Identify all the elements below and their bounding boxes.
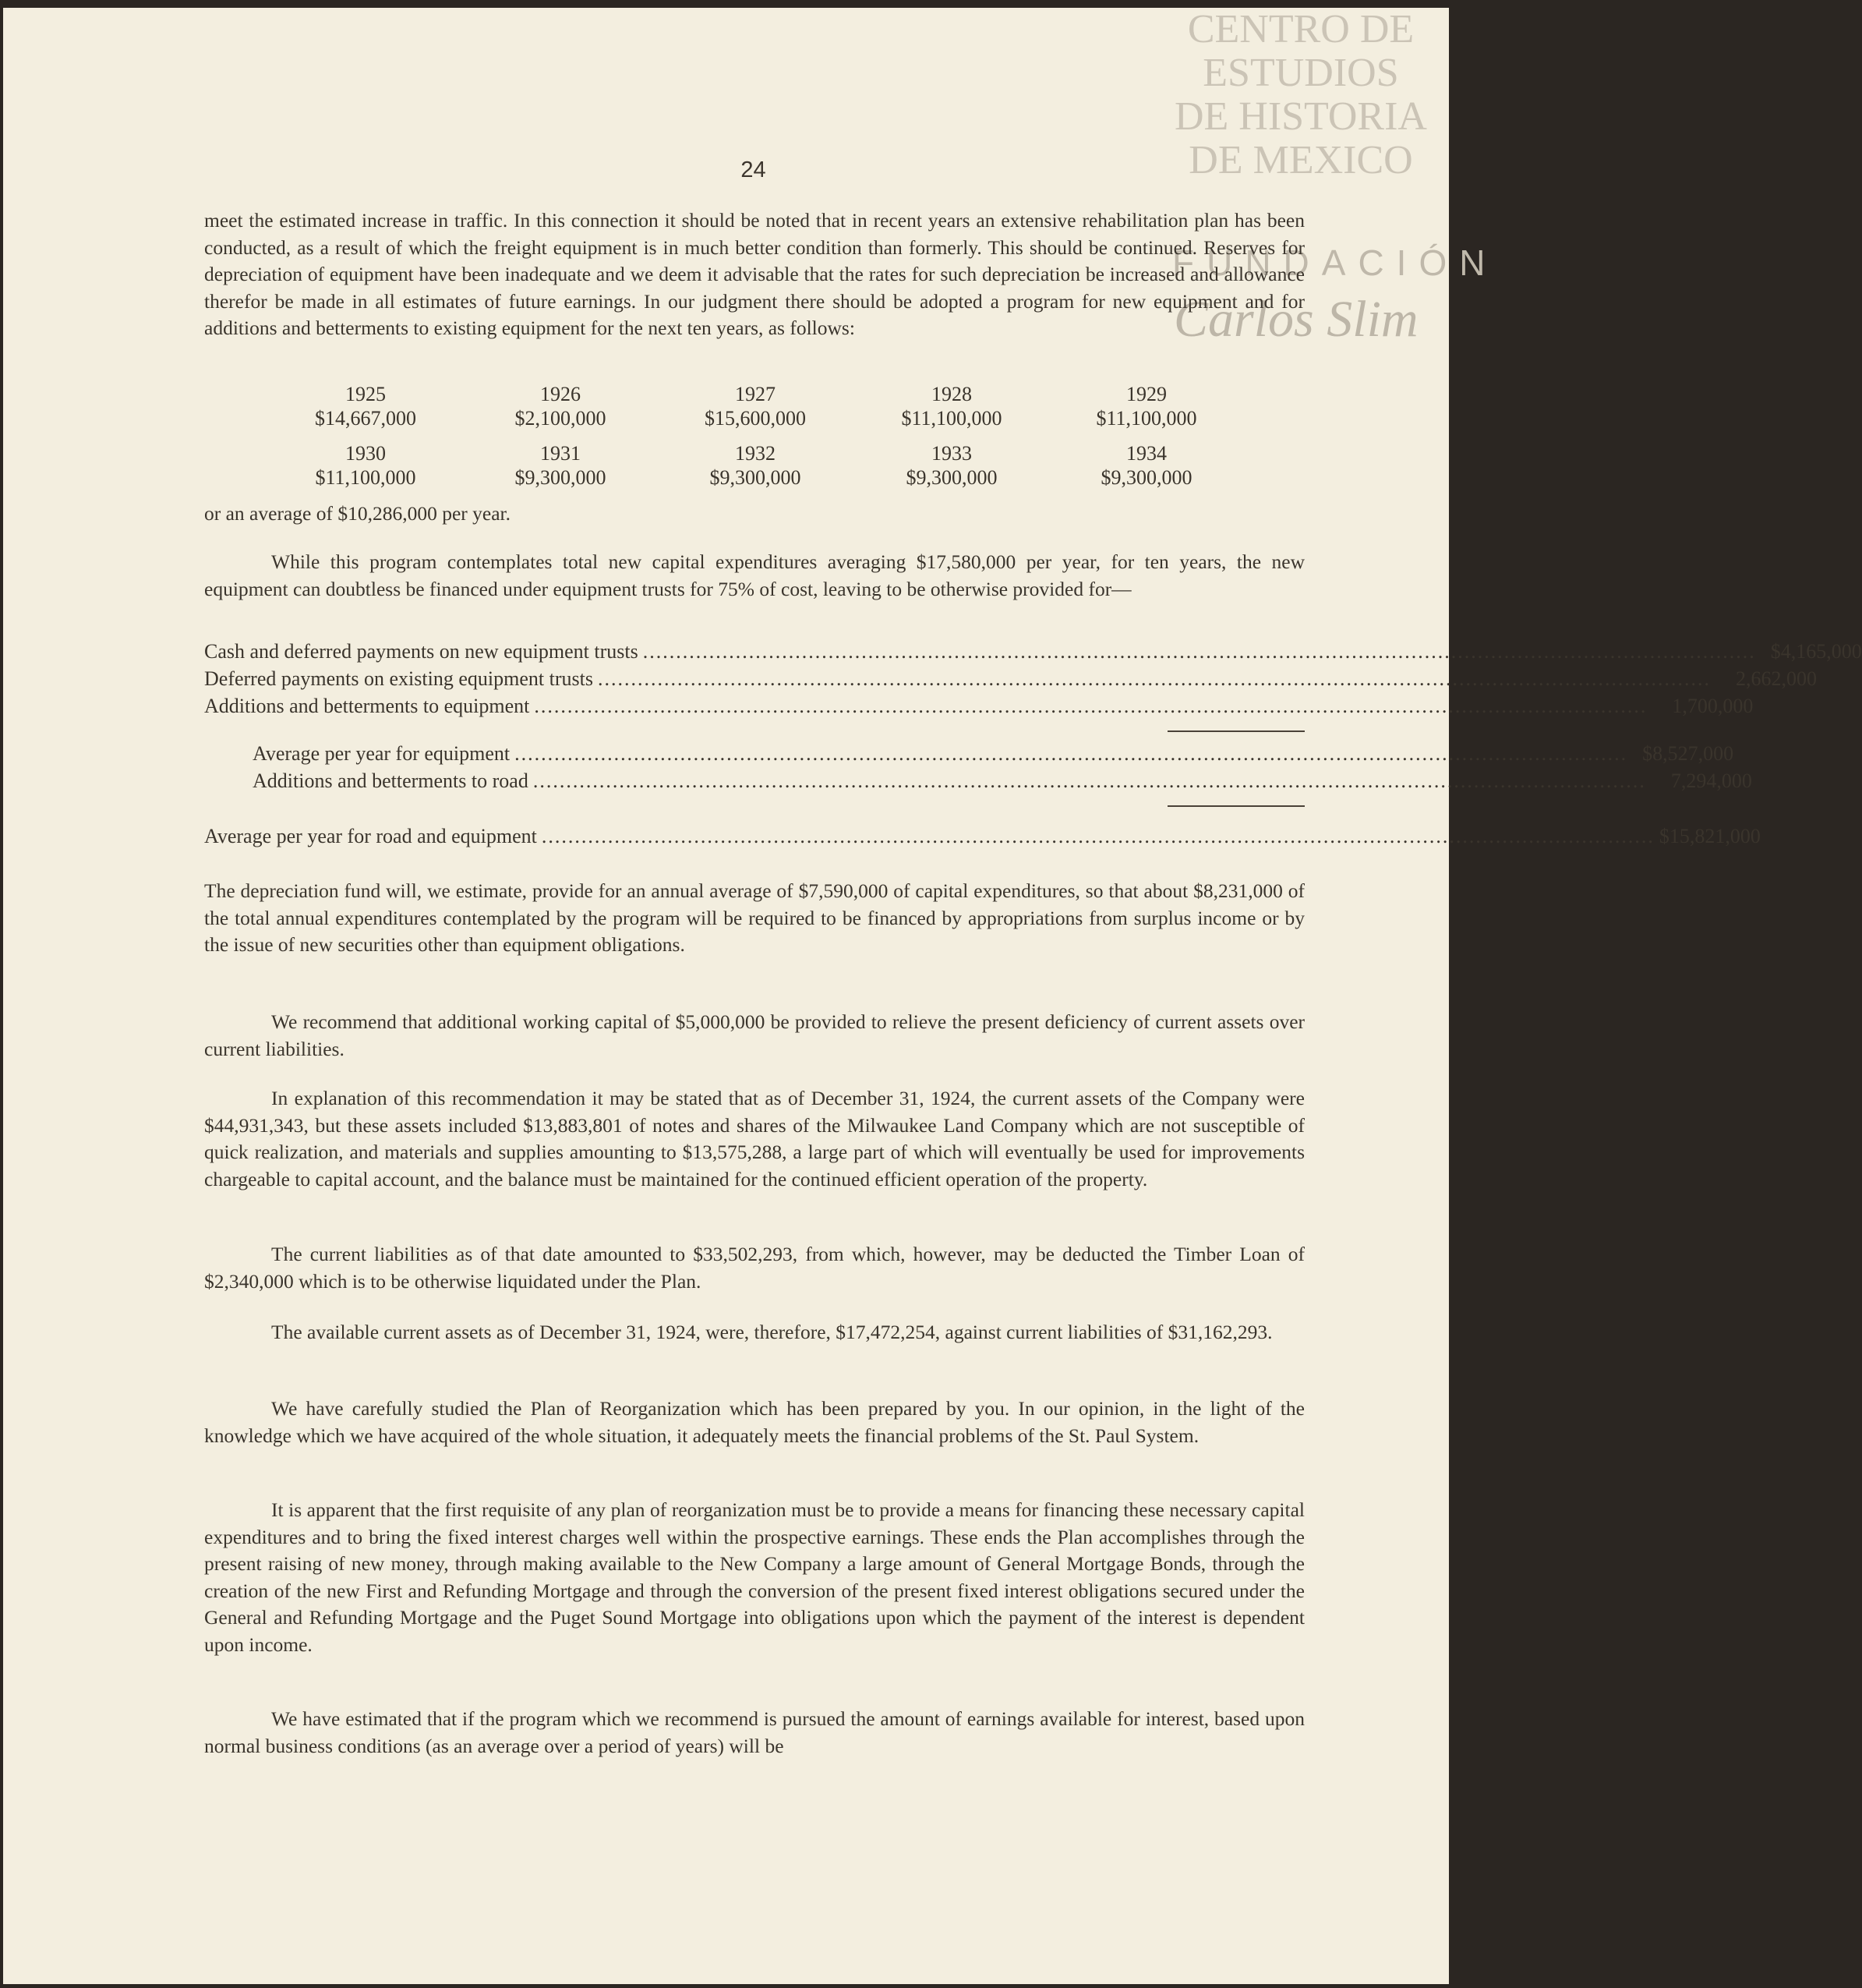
watermark-line: DE MEXICO <box>1189 138 1413 182</box>
ledger-label: Additions and betterments to road <box>253 769 528 792</box>
ledger-label: Additions and betterments to equipment <box>204 695 530 717</box>
sum-rule <box>1168 805 1305 807</box>
year-amount: $9,300,000 <box>709 466 801 489</box>
year-row <box>204 441 1217 501</box>
year-row <box>204 382 1217 441</box>
year-label: 1925 <box>345 383 386 405</box>
ledger-label: Average per year for equipment <box>253 742 511 765</box>
year-label: 1932 <box>735 442 776 465</box>
ledger-label: Cash and deferred payments on new equipment trusts <box>204 640 638 663</box>
expenditure-ledger <box>204 638 1862 850</box>
ledger-amount: 1,700,000 <box>1672 695 1754 717</box>
year-label: 1933 <box>931 442 972 465</box>
paragraph: It is apparent that the first requisite of any plan of reorganization must be to provide a means for financing these necessary capital expenditures and to bring the fixed interest charges well within the prospective earnings. These ends the Plan accomplishes through the present raising of new money, through making available to the New Company a large amount of General Mortgage Bonds, through the creation of the new First and Refunding Mortgage and through the conversion of the present fixed interest obligations secured under the General and Refunding Mortgage and the Puget Sound Mortgage into obligations upon which the payment of the interest is dependent upon income. <box>204 1498 1305 1656</box>
year-label: 1930 <box>345 442 386 465</box>
year-amount: $2,100,000 <box>514 407 606 430</box>
ledger-label: Deferred payments on existing equipment trusts <box>204 667 593 690</box>
paragraph: The depreciation fund will, we estimate, provide for an annual average of $7,590,000 of capital expenditures, so that about $8,231,000 of the total annual expenditures contemplated by the program will be required to be financed by appropriations from surplus income or by the issue of new securities other than equipment obligations. <box>204 879 1305 956</box>
year-amount: $9,300,000 <box>514 466 606 489</box>
year-cell <box>1049 441 1244 490</box>
paragraph: We have carefully studied the Plan of Reorganization which has been prepared by you. In our opinion, in the light of the knowledge which we have acquired of the whole situation, it adequately meets the financial problems of the St. Paul System. <box>204 1397 1305 1447</box>
leader-dots <box>533 767 1646 794</box>
ledger-row <box>204 692 1754 720</box>
year-cell <box>854 441 1049 490</box>
document-page <box>3 7 1862 1984</box>
year-cell <box>1049 382 1244 430</box>
program-year-table <box>204 382 1217 501</box>
year-amount: $14,667,000 <box>315 407 416 430</box>
year-amount: $11,100,000 <box>1096 407 1197 430</box>
leader-dots <box>534 692 1647 720</box>
archive-watermark <box>1175 8 1427 182</box>
year-label: 1928 <box>931 383 972 405</box>
ledger-amount: 7,294,000 <box>1670 769 1752 792</box>
paragraph: In explanation of this recommendation it may be stated that as of December 31, 1924, the current assets of the Company were $44,931,343, but these assets included $13,883,801 of notes and shares of the Milwaukee Land Company which are not susceptible of quick realization, and materials and supplies amounting to $13,575,288, a large part of which will eventually be used for improvements chargeable to capital account, and the balance must be maintained for the continued efficient operation of the property. <box>204 1087 1305 1190</box>
ledger-row <box>204 638 1862 665</box>
leader-dots <box>514 740 1627 767</box>
ledger-subtotal-row <box>204 767 1752 794</box>
year-amount: $11,100,000 <box>315 466 416 489</box>
year-cell <box>658 441 853 490</box>
paragraph: The current liabilities as of that date amounted to $33,502,293, from which, however, may be deducted the Timber Loan of $2,340,000 which is to be otherwise liquidated under the Plan. <box>204 1243 1305 1293</box>
year-label: 1931 <box>540 442 581 465</box>
watermark-line: DE HISTORIA <box>1174 94 1427 139</box>
ledger-row <box>204 665 1817 692</box>
year-cell <box>268 441 463 490</box>
sum-rule <box>1168 730 1305 732</box>
leader-dots <box>542 822 1655 850</box>
page-number: 24 <box>740 157 766 182</box>
year-amount: $9,300,000 <box>1101 466 1192 489</box>
ledger-amount: $4,165,000 <box>1770 640 1862 663</box>
watermark-signature: Carlos Slim <box>1174 291 1419 348</box>
paragraph: or an average of $10,286,000 per year. <box>204 502 511 525</box>
ledger-amount: 2,662,000 <box>1735 667 1817 690</box>
paragraph: The available current assets as of December 31, 1924, were, therefore, $17,472,254, against current liabilities of $31,162,293. <box>271 1321 1273 1343</box>
year-amount: $15,600,000 <box>705 407 806 430</box>
ledger-amount: $8,527,000 <box>1642 742 1734 765</box>
year-label: 1929 <box>1126 383 1167 405</box>
year-cell <box>854 382 1049 430</box>
watermark-fundacion: FUNDACIÓN <box>1172 242 1498 283</box>
leader-dots <box>643 638 1756 665</box>
year-amount: $11,100,000 <box>901 407 1002 430</box>
year-label: 1927 <box>735 383 776 405</box>
year-amount: $9,300,000 <box>906 466 998 489</box>
year-label: 1926 <box>540 383 581 405</box>
year-cell <box>658 382 853 430</box>
ledger-total-row <box>204 822 1761 850</box>
year-cell <box>268 382 463 430</box>
year-label: 1934 <box>1126 442 1167 465</box>
ledger-label: Average per year for road and equipment <box>204 825 537 847</box>
year-cell <box>463 441 658 490</box>
leader-dots <box>598 665 1711 692</box>
watermark-line: CENTRO DE <box>1187 7 1415 51</box>
year-cell <box>463 382 658 430</box>
paragraph: meet the estimated increase in traffic. In this connection it should be noted that in recent years an extensive rehabilitation plan has been conducted, as a result of which the freight equipment is in much better condition than formerly. This should be continued. Reserves for depreciation of equipment have been inadequate and we deem it advisable that the rates for such depreciation be increased and allowance therefor be made in all estimates of future earnings. In our judgment there should be adopted a program for new equipment and for additions and betterments to existing equipment for the next ten years, as follows: <box>204 209 1305 339</box>
ledger-amount: $15,821,000 <box>1659 825 1761 847</box>
paragraph: We recommend that additional working capital of $5,000,000 be provided to relieve the present deficiency of current assets over current liabilities. <box>204 1010 1305 1060</box>
ledger-subtotal-row <box>204 740 1734 767</box>
watermark-line: ESTUDIOS <box>1203 51 1399 95</box>
paragraph: While this program contemplates total new capital expenditures averaging $17,580,000 per year, for ten years, the new equipment can doubtless be financed under equipment trusts for 75% of cost, leaving to be otherwise provided for— <box>204 550 1305 600</box>
paragraph: We have estimated that if the program which we recommend is pursued the amount of earnings available for interest, based upon normal business conditions (as an average over a period of years) will be <box>204 1707 1305 1757</box>
